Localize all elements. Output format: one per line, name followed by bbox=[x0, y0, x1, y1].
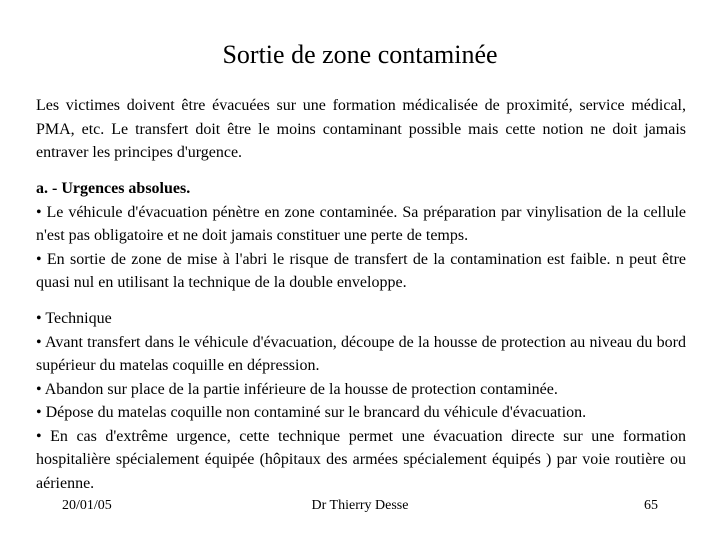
technique-bullet-3: • Dépose du matelas coquille non contaminé sur le brancard du véhicule d'évacuation. bbox=[36, 404, 587, 421]
footer-author: Dr Thierry Desse bbox=[311, 498, 409, 513]
slide-body bbox=[36, 94, 686, 495]
footer-page-number: 65 bbox=[644, 498, 658, 513]
spacer bbox=[36, 295, 686, 308]
intro-paragraph: Les victimes doivent être évacuées sur une formation médicalisée de proximité, service médical, PMA, etc. Le transfert doit être le moins contaminant possible mais cette notion ne doit jamais entraver les principes d'urgence. bbox=[36, 97, 686, 161]
section-a-heading: a. - Urgences absolues. bbox=[36, 180, 191, 197]
technique-bullet-4: • En cas d'extrême urgence, cette technique permet une évacuation directe sur une formation hospitalière spécialement équipée (hôpitaux des armées spécialement équipés ) par voie routière ou aérienne. bbox=[36, 427, 686, 492]
footer-date: 20/01/05 bbox=[62, 498, 112, 513]
technique-bullet-1: • Avant transfert dans le véhicule d'évacuation, découpe de la housse de protection au niveau du bord supérieur du matelas coquille en dépression. bbox=[36, 333, 686, 374]
spacer bbox=[36, 165, 686, 178]
section-a-bullet-1: • Le véhicule d'évacuation pénètre en zone contaminée. Sa préparation par vinylisation de la cellule n'est pas obligatoire et ne doit jamais constituer une perte de temps. bbox=[36, 203, 686, 244]
section-a-bullet-2: • En sortie de zone de mise à l'abri le risque de transfert de la contamination est faible. n peut être quasi nul en utilisant la technique de la double enveloppe. bbox=[36, 250, 686, 291]
slide-title: Sortie de zone contaminée bbox=[222, 40, 498, 69]
technique-heading: • Technique bbox=[36, 310, 112, 327]
technique-bullet-2: • Abandon sur place de la partie inférieure de la housse de protection contaminée. bbox=[36, 380, 558, 398]
